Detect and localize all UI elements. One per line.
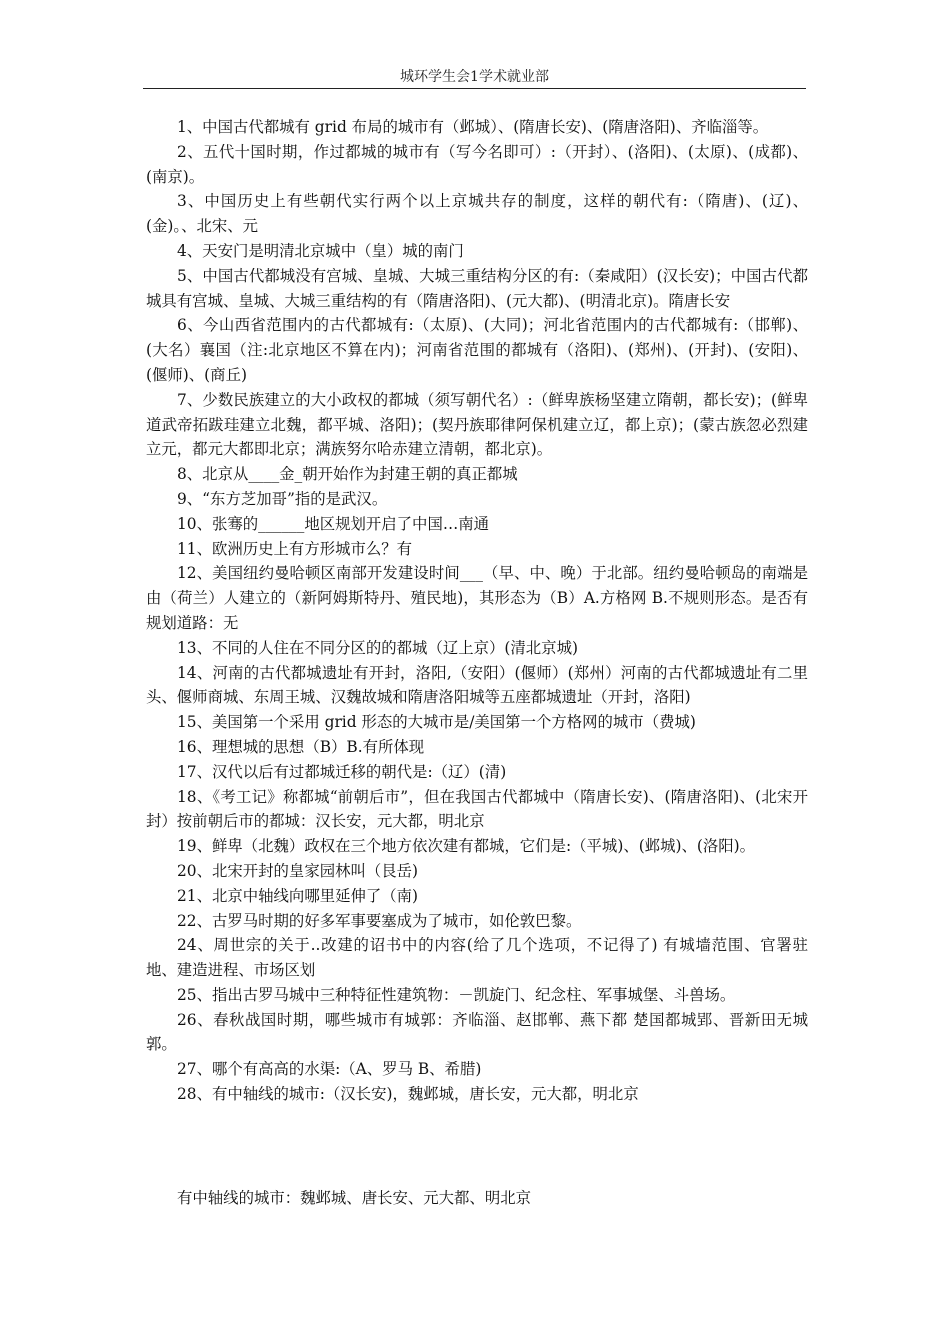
list-item: 26、春秋战国时期，哪些城市有城郭：齐临淄、赵邯郸、燕下都 楚国都城郢、晋新田无城郭。 [146, 1010, 808, 1054]
list-item: 27、哪个有高高的水渠:（A、罗马 B、希腊) [177, 1060, 482, 1079]
list-item: 14、河南的古代都城遗址有开封，洛阳,（安阳）(偃师）(郑州）河南的古代都城遗址有二里头、偃师商城、东周王城、汉魏故城和隋唐洛阳城等五座都城遗址（开封，洛阳) [146, 663, 808, 707]
list-item: 9、“东方芝加哥”指的是武汉。 [177, 489, 388, 508]
list-item: 11、欧洲历史上有方形城市么？有 [177, 539, 413, 558]
list-item: 13、不同的人住在不同分区的的都城（辽上京）(清北京城) [177, 638, 578, 657]
page-header: 城环学生会1学术就业部 [400, 69, 549, 85]
list-item: 4、天安门是明清北京城中（皇）城的南门 [177, 241, 464, 260]
list-item: 1、中国古代都城有 grid 布局的城市有（邺城）、(隋唐长安)、(隋唐洛阳)、齐临淄等。 [177, 118, 769, 136]
list-item: 20、北宋开封的皇家园林叫（艮岳) [177, 861, 419, 880]
list-item: 25、指出古罗马城中三种特征性建筑物：－凯旋门、纪念柱、军事城堡、斗兽场。 [177, 985, 736, 1004]
list-item: 22、古罗马时期的好多军事要塞成为了城市，如伦敦巴黎。 [177, 911, 582, 930]
list-item: 3、中国历史上有些朝代实行两个以上京城共存的制度，这样的朝代有:（隋唐)、(辽)、(金)。、北宋、元 [146, 192, 808, 236]
list-item: 5、中国古代都城没有宫城、皇城、大城三重结构分区的有:（秦咸阳）(汉长安)；中国古代都城具有宫城、皇城、大城三重结构的有（隋唐洛阳)、(元大都)、(明清北京)。隋唐长安 [146, 266, 808, 310]
list-item: 15、美国第一个采用 grid 形态的大城市是/美国第一个方格网的城市（费城) [177, 713, 696, 732]
list-item: 2、五代十国时期，作过都城的城市有（写今名即可）:（开封）、(洛阳)、(太原)、(成都)、(南京)。 [146, 142, 808, 186]
list-item: 28、有中轴线的城市:（汉长安)，魏邺城，唐长安，元大都，明北京 [177, 1085, 639, 1104]
header-divider [143, 88, 806, 89]
list-item: 17、汉代以后有过都城迁移的朝代是:（辽）(清) [177, 762, 507, 781]
list-item: 19、鲜卑（北魏）政权在三个地方依次建有都城，它们是:（平城)、(邺城)、(洛阳)。 [177, 837, 756, 856]
list-item: 24、周世宗的关于..改建的诏书中的内容(给了几个选项，不记得了) 有城墙范围、官署驻地、建造进程、市场区划 [146, 936, 808, 980]
list-item: 16、理想城的思想（B）B.有所体现 [177, 737, 425, 756]
list-item: 7、少数民族建立的大小政权的都城（须写朝代名）:（鲜卑族杨坚建立隋朝，都长安)；(鲜卑道武帝拓跋珪建立北魏，都平城、洛阳)；(契丹族耶律阿保机建立辽，都上京)；(蒙古族忽必烈建立元，都元大都即北京；满族努尔哈赤建立清朝，都北京)。 [146, 390, 808, 459]
list-item: 12、美国纽约曼哈顿区南部开发建设时间___（早、中、晚）于北部。纽约曼哈顿岛的南端是由（荷兰）人建立的（新阿姆斯特丹、殖民地)，其形态为（B）A.方格网 B.不规则形态。是否有规划道路：无 [146, 564, 808, 632]
list-item: 18、《考工记》称都城“前朝后市”，但在我国古代都城中（隋唐长安)、(隋唐洛阳)、(北宋开封）按前朝后市的都城：汉长安，元大都，明北京 [146, 787, 808, 831]
list-item: 8、北京从____金_朝开始作为封建王朝的真正都城 [177, 465, 518, 484]
list-item: 10、张骞的______地区规划开启了中国…南通 [177, 514, 490, 533]
question-list [146, 115, 808, 1107]
footer-note: 有中轴线的城市：魏邺城、唐长安、元大都、明北京 [177, 1189, 531, 1207]
list-item: 21、北京中轴线向哪里延伸了（南) [177, 886, 419, 905]
list-item: 6、今山西省范围内的古代都城有:（太原)、(大同)；河北省范围内的古代都城有:（邯郸)、(大名）襄国（注:北京地区不算在内)；河南省范围的都城有（洛阳)、(郑州)、(开封)、(安阳)、(偃师)、(商丘) [146, 316, 808, 384]
